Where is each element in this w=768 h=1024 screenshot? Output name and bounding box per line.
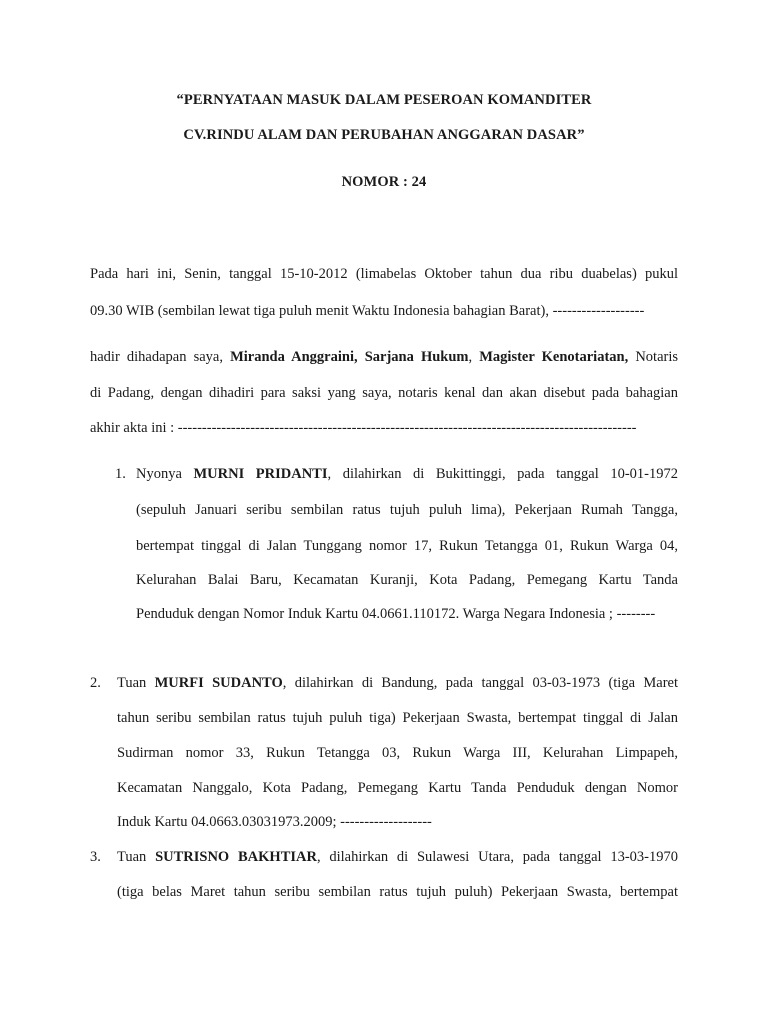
- item-prefix: Tuan: [117, 675, 155, 691]
- list-item-line: Kecamatan Nanggalo, Kota Padang, Pemegang Kartu Tanda Penduduk dengan Nomor: [117, 780, 678, 796]
- title-line-1: “PERNYATAAN MASUK DALAM PESEROAN KOMANDITER: [176, 92, 592, 108]
- intro-line-2: 09.30 WIB (sembilan lewat tiga puluh menit Waktu Indonesia bahagian Barat), -------------------: [90, 303, 645, 319]
- item-prefix: Tuan: [117, 849, 156, 865]
- party-name: MURFI SUDANTO: [154, 675, 283, 691]
- party-name: SUTRISNO BAKHTIAR: [155, 849, 317, 865]
- notary-name: Miranda Anggraini, Sarjana Hukum: [230, 349, 469, 365]
- intro-line-1: Pada hari ini, Senin, tanggal 15-10-2012 (limabelas Oktober tahun dua ribu duabelas) pukul: [90, 266, 678, 282]
- item-rest: , dilahirkan di Bukittinggi, pada tanggal 10-01-1972: [327, 466, 678, 482]
- list-item-line: Kelurahan Balai Baru, Kecamatan Kuranji, Kota Padang, Pemegang Kartu Tanda: [136, 572, 678, 588]
- item-number: 3.: [90, 849, 101, 865]
- list-item-line: Induk Kartu 04.0663.03031973.2009; -------------------: [117, 814, 432, 830]
- notary-title: Magister Kenotariatan,: [479, 349, 629, 365]
- document-number: NOMOR : 24: [341, 174, 427, 190]
- title-line-2: CV.RINDU ALAM DAN PERUBAHAN ANGGARAN DASAR”: [183, 127, 585, 143]
- hadir-line-2: di Padang, dengan dihadiri para saksi yang saya, notaris kenal dan akan disebut pada bahagian: [90, 385, 678, 401]
- hadir-pre: hadir dihadapan saya,: [90, 349, 231, 365]
- list-item-line: Penduduk dengan Nomor Induk Kartu 04.0661.110172. Warga Negara Indonesia ; --------: [136, 606, 656, 622]
- hadir-sep: ,: [468, 349, 480, 365]
- list-item-line: (sepuluh Januari seribu sembilan ratus tujuh puluh lima), Pekerjaan Rumah Tangga,: [136, 502, 678, 518]
- party-name: MURNI PRIDANTI: [193, 466, 328, 482]
- list-item-line: bertempat tinggal di Jalan Tunggang nomor 17, Rukun Tetangga 01, Rukun Warga 04,: [136, 538, 678, 554]
- item-rest: , dilahirkan di Sulawesi Utara, pada tanggal 13-03-1970: [316, 849, 678, 865]
- list-item-line: tahun seribu sembilan ratus tujuh puluh tiga) Pekerjaan Swasta, bertempat tinggal di Jalan: [117, 710, 678, 726]
- list-item-first-line: [136, 464, 678, 484]
- list-item-first-line: [117, 673, 678, 693]
- hadir-post: Notaris: [628, 349, 678, 365]
- list-item-first-line: [117, 847, 678, 867]
- item-rest: , dilahirkan di Bandung, pada tanggal 03-03-1973 (tiga Maret: [282, 675, 678, 691]
- item-number: 1.: [115, 466, 126, 482]
- hadir-line-1: [90, 347, 678, 367]
- list-item-line: Sudirman nomor 33, Rukun Tetangga 03, Rukun Warga III, Kelurahan Limpapeh,: [117, 745, 678, 761]
- list-item-line: (tiga belas Maret tahun seribu sembilan ratus tujuh puluh) Pekerjaan Swasta, bertempat: [117, 884, 678, 900]
- item-number: 2.: [90, 675, 101, 691]
- hadir-line-3: akhir akta ini : -----------------------------------------------------------------------------------------------: [90, 420, 637, 436]
- item-prefix: Nyonya: [136, 466, 194, 482]
